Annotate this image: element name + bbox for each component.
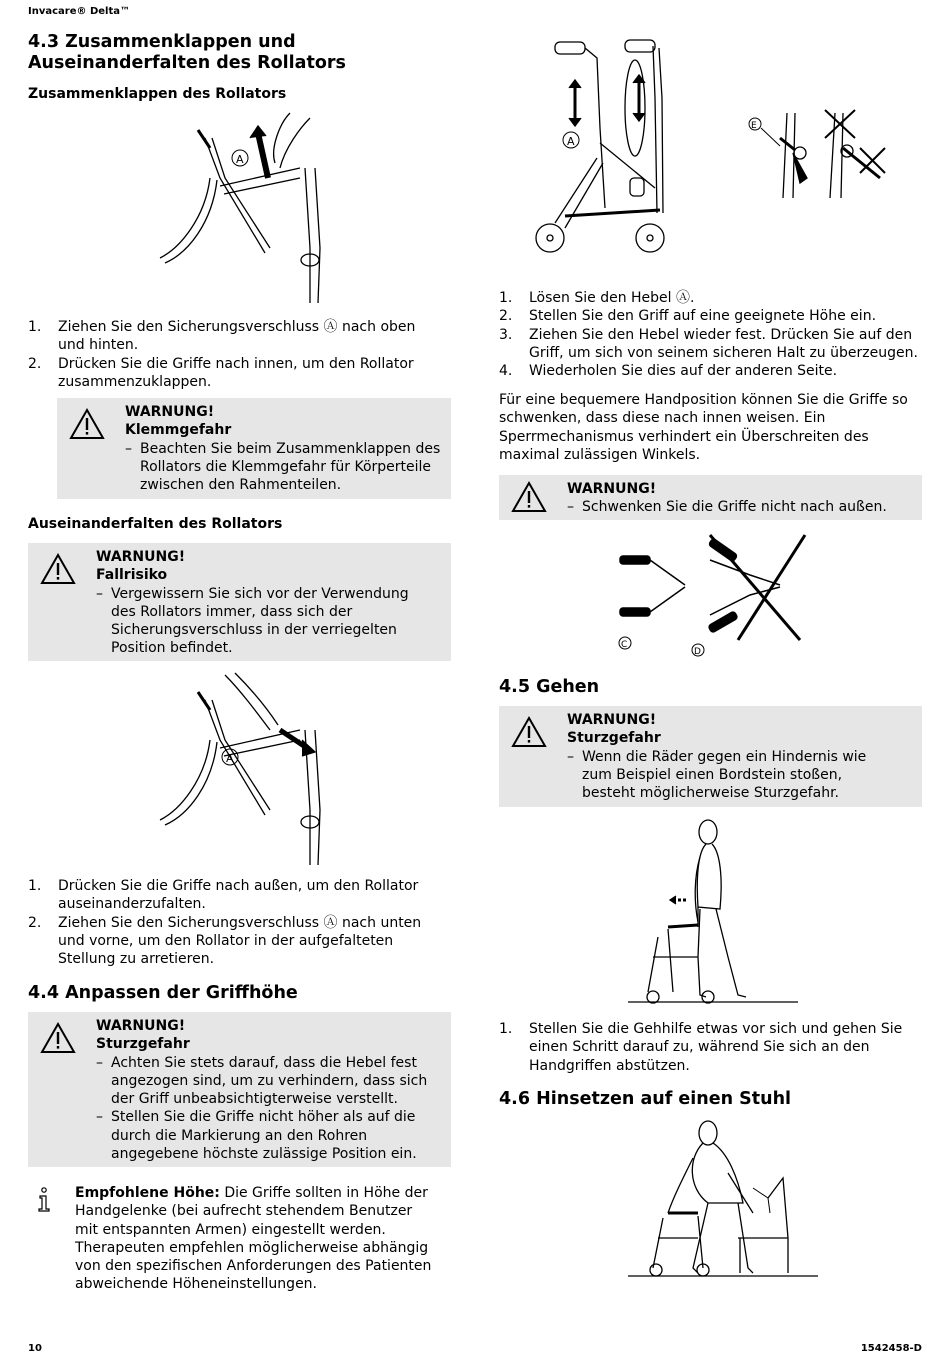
sitting-illustration [628, 1118, 818, 1278]
height-steps [499, 289, 919, 380]
warning-box-walk [499, 706, 922, 807]
fold-steps [28, 318, 443, 391]
walk-steps [499, 1020, 919, 1075]
warning-title: WARNUNG! [567, 712, 657, 728]
list-item: 2. Stellen Sie den Griff auf eine geeignete Höhe ein. [499, 308, 877, 325]
info-label: Empfohlene Höhe: [75, 1185, 220, 1201]
section-4-6-title: 4.6 Hinsetzen auf einen Stuhl [499, 1089, 792, 1109]
warning-subtitle: Sturzgefahr [96, 1036, 190, 1053]
unfold-steps [28, 877, 443, 968]
warning-item: – Schwenken Sie die Griffe nicht nach außen. [567, 498, 917, 516]
warning-box-height [28, 1012, 451, 1167]
swivel-illustration [610, 530, 810, 660]
warning-triangle-icon [69, 408, 105, 440]
list-item: 1. Lösen Sie den Hebel Ⓐ. [499, 290, 695, 306]
unfold-figure-label-a: A [226, 752, 234, 765]
info-paragraph [75, 1184, 437, 1294]
info-text: Die Griffe sollten in Höhe der Handgelenke (bei aufrecht stehendem Benutzer mit entspannten Armen) eingestellt werden. Therapeuten empfehlen möglicherweise abhängig von den spezifischen Anforderungen des Patienten abweichende Höheneinstellungen. [75, 1185, 432, 1293]
warning-triangle-icon [511, 481, 547, 513]
warning-item: – Beachten Sie beim Zusammenklappen des Rollators die Klemmgefahr für Körperteile zwischen den Rahmenteilen. [125, 440, 445, 495]
swivel-paragraph: Für eine bequemere Handposition können Sie die Griffe so schwenken, dass diese nach innen weisen. Ein Sperrmechanismus verhindert ein Überschreiten des maximal zulässigen Winkels. [499, 392, 908, 463]
header-product: Invacare® Delta™ [28, 6, 131, 17]
height-figure-label-a: A [567, 135, 575, 148]
document-id: 1542458-D [860, 1343, 922, 1354]
section-4-5-title: 4.5 Gehen [499, 677, 600, 697]
section-4-3-title: 4.3 Zusammenklappen und Auseinanderfalten des Rollators [28, 32, 346, 73]
warning-title: WARNUNG! [125, 404, 215, 420]
list-item: 1. Ziehen Sie den Sicherungsverschluss Ⓐ nach oben und hinten. [28, 319, 416, 354]
warning-item: – Wenn die Räder gegen ein Hindernis wie zum Beispiel einen Bordstein stoßen, besteht möglicherweise Sturzgefahr. [567, 748, 897, 803]
warning-triangle-icon [40, 553, 76, 585]
unfold-subtitle: Auseinanderfalten des Rollators [28, 516, 283, 532]
fold-subtitle: Zusammenklappen des Rollators [28, 86, 287, 102]
warning-item: – Vergewissern Sie sich vor der Verwendung des Rollators immer, dass sich der Sicherungsverschluss in der verriegelten Position befindet. [96, 585, 426, 658]
walking-illustration [628, 817, 808, 1007]
warning-box-fall [28, 543, 451, 661]
warning-title: WARNUNG! [567, 481, 657, 497]
list-item: 1. Stellen Sie die Gehhilfe etwas vor sich und gehen Sie einen Schritt darauf zu, während Sie sich an den Handgriffen abstützen. [499, 1021, 903, 1074]
warning-box-swivel [499, 475, 922, 520]
list-item: 4. Wiederholen Sie dies auf der anderen Seite. [499, 363, 838, 380]
fold-illustration [150, 108, 330, 303]
warning-subtitle: Fallrisiko [96, 567, 168, 584]
warning-item: – Stellen Sie die Griffe nicht höher als auf die durch die Markierung an den Rohren angegebene höchste zulässige Position ein. [96, 1108, 446, 1163]
swivel-label-d: D [694, 647, 701, 657]
warning-subtitle: Klemmgefahr [125, 422, 232, 439]
info-icon [36, 1187, 52, 1213]
height-figure-label-e: E [751, 121, 757, 131]
fold-figure-label-a: A [236, 153, 244, 166]
warning-box-clamp [57, 398, 451, 499]
warning-triangle-icon [511, 716, 547, 748]
warning-item: – Achten Sie stets darauf, dass die Hebel fest angezogen sind, um zu verhindern, dass sich der Griff unbeabsichtigterweise verstellt. [96, 1054, 446, 1109]
height-adjust-illustration [525, 38, 895, 268]
unfold-illustration [150, 670, 330, 865]
warning-title: WARNUNG! [96, 1018, 186, 1034]
warning-subtitle: Sturzgefahr [567, 730, 661, 747]
list-item: 1. Drücken Sie die Griffe nach außen, um den Rollator auseinanderzufalten. [28, 878, 419, 913]
swivel-label-c: C [621, 640, 628, 650]
section-4-4-title: 4.4 Anpassen der Griffhöhe [28, 983, 298, 1003]
warning-title: WARNUNG! [96, 549, 186, 565]
page-number: 10 [28, 1343, 42, 1354]
list-item: 2. Drücken Sie die Griffe nach innen, um den Rollator zusammenzuklappen. [28, 355, 414, 390]
list-item: 2. Ziehen Sie den Sicherungsverschluss Ⓐ nach unten und vorne, um den Rollator in der aufgefalteten Stellung zu arretieren. [28, 914, 422, 968]
warning-triangle-icon [40, 1022, 76, 1054]
list-item: 3. Ziehen Sie den Hebel wieder fest. Drücken Sie auf den Griff, um sich von seinem sicheren Halt zu überzeugen. [499, 326, 918, 361]
